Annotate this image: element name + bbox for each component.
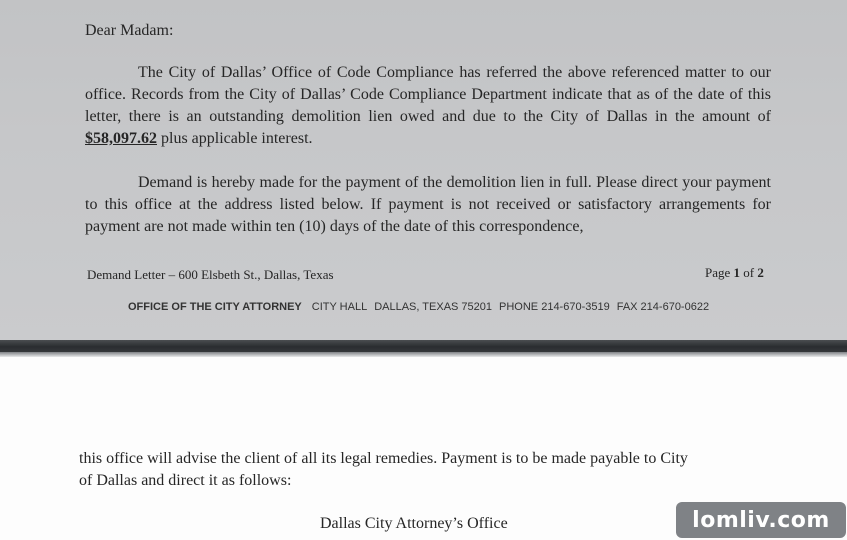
paragraph-referral: [85, 62, 771, 150]
office-city: DALLAS, TEXAS 75201: [374, 301, 493, 313]
lien-amount: $58,097.62: [85, 130, 157, 147]
office-name: OFFICE OF THE CITY ATTORNEY: [128, 301, 302, 313]
office-fax: FAX 214-670-0622: [616, 301, 710, 313]
address-office-name: Dallas City Attorney’s Office: [320, 515, 508, 532]
office-hall: CITY HALL: [311, 301, 368, 313]
office-phone: PHONE 214-670-3519: [499, 301, 610, 313]
page2-line-1: this office will advise the client of all its legal remedies. Payment is to be made payable to City: [79, 450, 688, 467]
page-current: 1: [733, 265, 741, 280]
page-prefix: Page: [705, 265, 734, 280]
letterhead-footer: [128, 301, 716, 313]
page-total: 2: [757, 265, 764, 280]
footer-reference: Demand Letter – 600 Elsbeth St., Dallas, Texas: [87, 267, 334, 282]
paragraph-demand: [85, 172, 771, 238]
paragraph-referral-text: The City of Dallas’ Office of Code Compliance has referred the above referenced matter to our office. Records from the City of Dallas’ Code Compliance Department indicate that as of the date of this letter, there is an outstanding demolition lien owed and due to the City of Dallas in the amount of: [85, 64, 771, 125]
watermark-text: lomliv.com: [692, 507, 830, 533]
page-mid: of: [740, 265, 758, 280]
page-number: [705, 265, 764, 281]
paragraph-demand-text: Demand is hereby made for the payment of the demolition lien in full. Please direct your payment to this office at the address listed below. If payment is not received or satisfactory arrangements for payment are not made within ten (10) days of the date of this correspondence,: [85, 174, 771, 235]
paragraph-referral-tail: plus applicable interest.: [157, 130, 313, 147]
salutation: Dear Madam:: [85, 22, 174, 39]
watermark-badge: [676, 502, 846, 538]
page2-line-2: of Dallas and direct it as follows:: [79, 472, 292, 489]
